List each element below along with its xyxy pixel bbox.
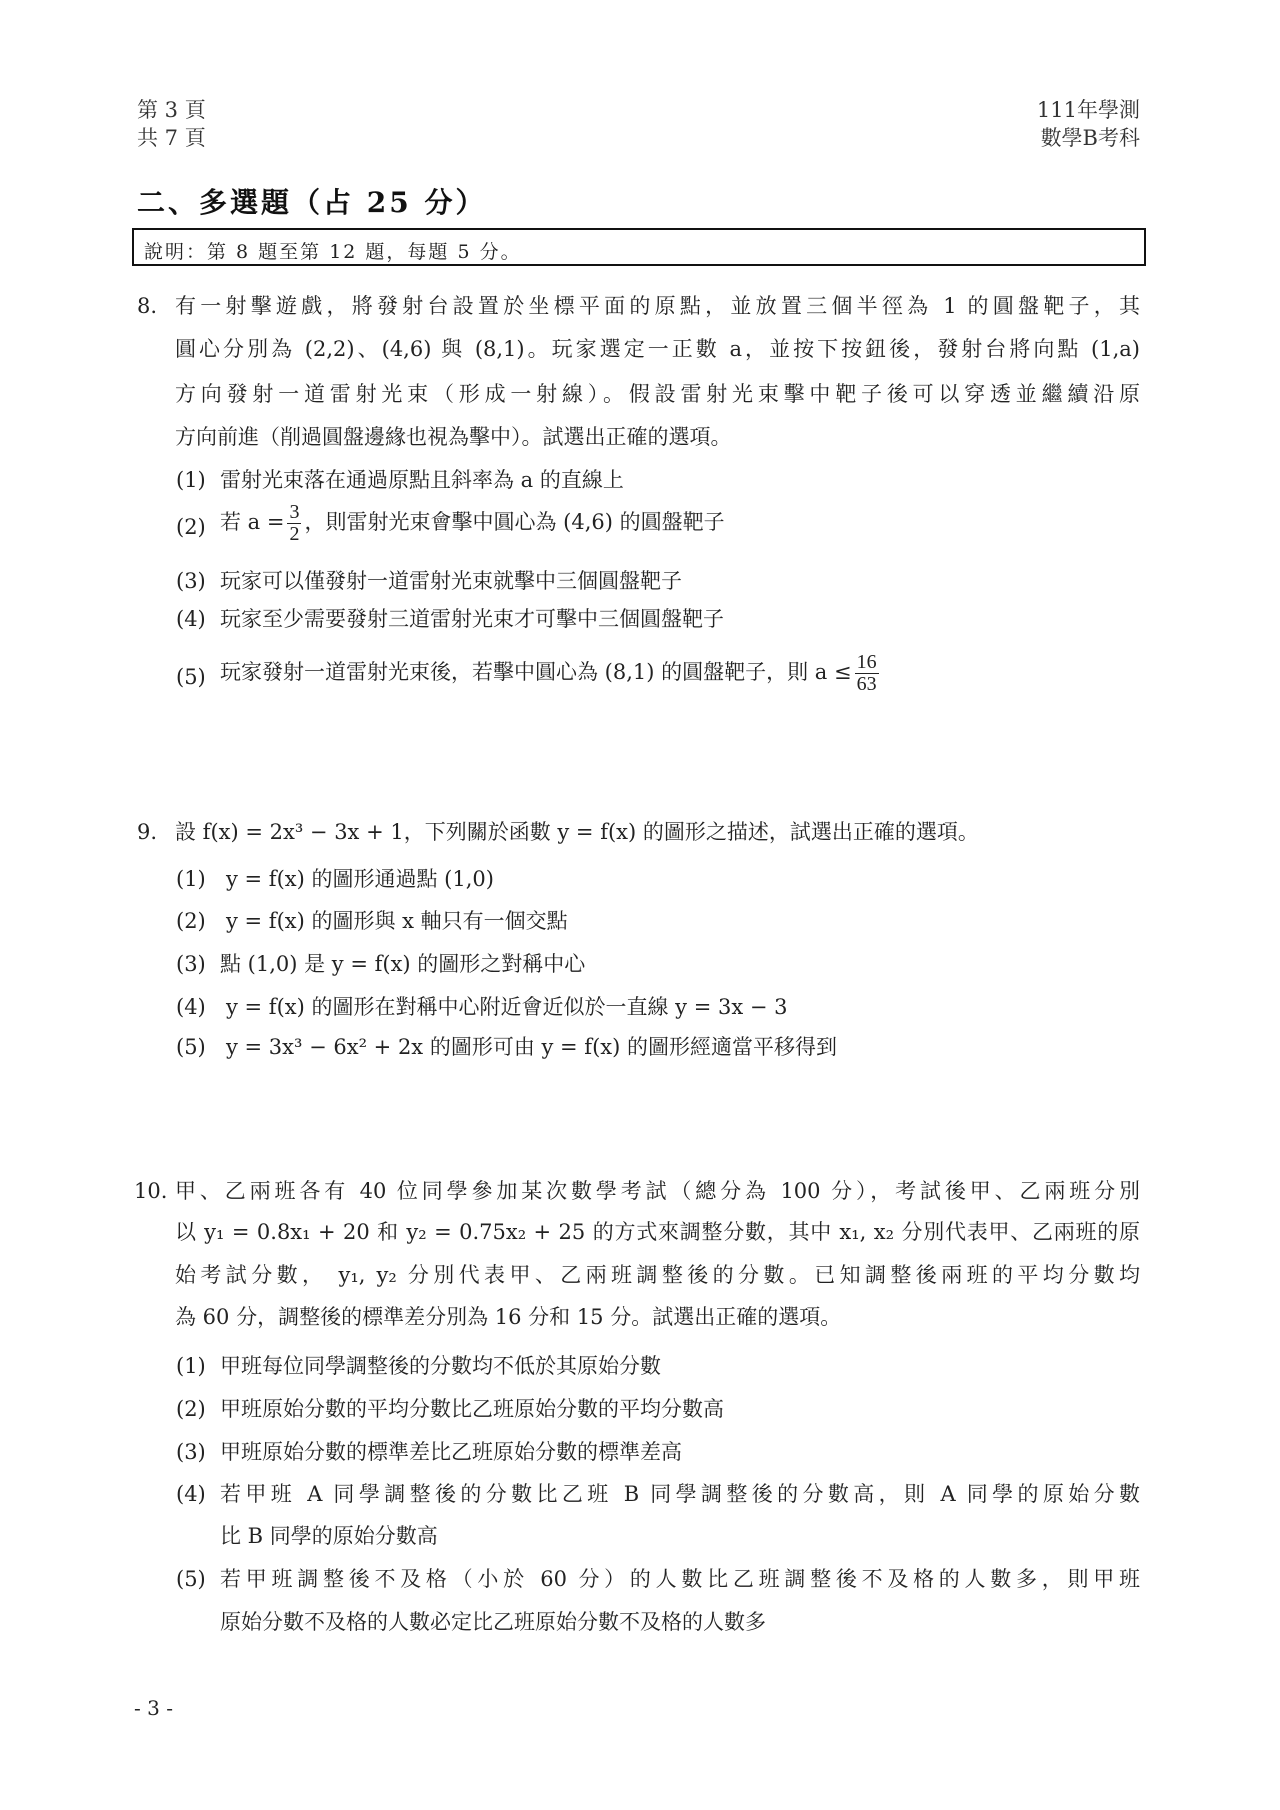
question-stem-line: 有一射擊遊戲，將發射台設置於坐標平面的原點，並放置三個半徑為 1 的圓盤靶子，其 — [175, 294, 1140, 318]
option-label: (1) — [176, 867, 206, 891]
option-label: (5) — [176, 1035, 206, 1059]
option-text — [220, 502, 725, 545]
question-stem: 設 f(x) = 2x³ − 3x + 1，下列關於函數 y = f(x) 的圖形之描述，試選出正確的選項。 — [175, 820, 979, 844]
question-number: 10. — [134, 1179, 168, 1203]
option-text: 甲班原始分數的平均分數比乙班原始分數的平均分數高 — [220, 1397, 724, 1421]
question-number: 8. — [137, 294, 158, 318]
page-total-label: 共 7 頁 — [137, 126, 206, 150]
question-stem-line: 甲、乙兩班各有 40 位同學參加某次數學考試（總分為 100 分），考試後甲、乙兩班分別 — [175, 1179, 1140, 1203]
exam-subject: 數學B考科 — [1040, 126, 1140, 150]
option-label: (1) — [176, 468, 206, 492]
fraction — [287, 502, 301, 545]
question-number: 9. — [137, 820, 158, 844]
option-label: (3) — [176, 952, 206, 976]
fraction-numerator: 16 — [856, 651, 877, 673]
option-text: y = f(x) 的圖形在對稱中心附近會近似於一直線 y = 3x − 3 — [226, 995, 788, 1019]
option-text: 雷射光束落在通過原點且斜率為 a 的直線上 — [220, 468, 624, 492]
fraction — [855, 652, 879, 695]
option-text: y = 3x³ − 6x² + 2x 的圖形可由 y = f(x) 的圖形經適當平移得到 — [226, 1035, 837, 1059]
section-note-box — [132, 228, 1146, 266]
fraction-numerator: 3 — [289, 501, 300, 523]
option-text-before: 玩家發射一道雷射光束後，若擊中圓心為 (8,1) 的圓盤靶子，則 a ≤ — [220, 660, 852, 684]
option-label: (2) — [176, 909, 206, 933]
option-text-before: 若 a = — [220, 510, 285, 534]
option-text-after: ，則雷射光束會擊中圓心為 (4,6) 的圓盤靶子 — [304, 510, 725, 534]
option-label: (4) — [176, 607, 206, 631]
option-label: (3) — [176, 569, 206, 593]
option-text: 玩家可以僅發射一道雷射光束就擊中三個圓盤靶子 — [220, 569, 682, 593]
question-stem-line: 方向發射一道雷射光束（形成一射線）。假設雷射光束擊中靶子後可以穿透並繼續沿原 — [175, 382, 1140, 406]
question-stem-line: 以 y₁ = 0.8x₁ + 20 和 y₂ = 0.75x₂ + 25 的方式來調整分數，其中 x₁, x₂ 分別代表甲、乙兩班的原 — [175, 1220, 1140, 1244]
option-text: y = f(x) 的圖形通過點 (1,0) — [226, 867, 494, 891]
option-text-line: 若甲班調整後不及格（小於 60 分）的人數比乙班調整後不及格的人數多，則甲班 — [220, 1567, 1140, 1591]
option-text: 甲班每位同學調整後的分數均不低於其原始分數 — [220, 1354, 661, 1378]
option-label: (5) — [176, 665, 206, 689]
question-stem-line: 方向前進（削過圓盤邊緣也視為擊中）。試選出正確的選項。 — [175, 425, 732, 449]
question-stem-line: 始考試分數， y₁, y₂ 分別代表甲、乙兩班調整後的分數。已知調整後兩班的平均分數均 — [175, 1263, 1140, 1287]
section-note: 說明：第 8 題至第 12 題，每題 5 分。 — [144, 241, 522, 263]
page-number: - 3 - — [134, 1696, 173, 1720]
option-text-line: 原始分數不及格的人數必定比乙班原始分數不及格的人數多 — [220, 1610, 766, 1634]
option-label: (3) — [176, 1440, 206, 1464]
option-label: (4) — [176, 995, 206, 1019]
option-text — [220, 652, 882, 695]
exam-year: 111年學測 — [1036, 98, 1140, 122]
option-label: (2) — [176, 515, 206, 539]
option-label: (2) — [176, 1397, 206, 1421]
fraction-denominator: 63 — [856, 673, 877, 695]
question-stem-line: 圓心分別為 (2,2)、(4,6) 與 (8,1)。玩家選定一正數 a，並按下按鈕後，發射台將向點 (1,a) — [175, 337, 1140, 361]
option-text: 點 (1,0) 是 y = f(x) 的圖形之對稱中心 — [220, 952, 586, 976]
option-text: y = f(x) 的圖形與 x 軸只有一個交點 — [226, 909, 568, 933]
option-text: 玩家至少需要發射三道雷射光束才可擊中三個圓盤靶子 — [220, 607, 724, 631]
fraction-denominator: 2 — [289, 523, 300, 545]
option-text-line: 若甲班 A 同學調整後的分數比乙班 B 同學調整後的分數高，則 A 同學的原始分數 — [220, 1482, 1140, 1506]
option-text-line: 比 B 同學的原始分數高 — [220, 1524, 438, 1548]
question-stem-line: 為 60 分，調整後的標準差分別為 16 分和 15 分。試選出正確的選項。 — [175, 1305, 842, 1329]
option-label: (5) — [176, 1567, 206, 1591]
page-current-label: 第 3 頁 — [137, 98, 206, 122]
section-title: 二、多選題（占 25 分） — [137, 186, 487, 219]
option-label: (1) — [176, 1354, 206, 1378]
option-label: (4) — [176, 1482, 206, 1506]
option-text: 甲班原始分數的標準差比乙班原始分數的標準差高 — [220, 1440, 682, 1464]
